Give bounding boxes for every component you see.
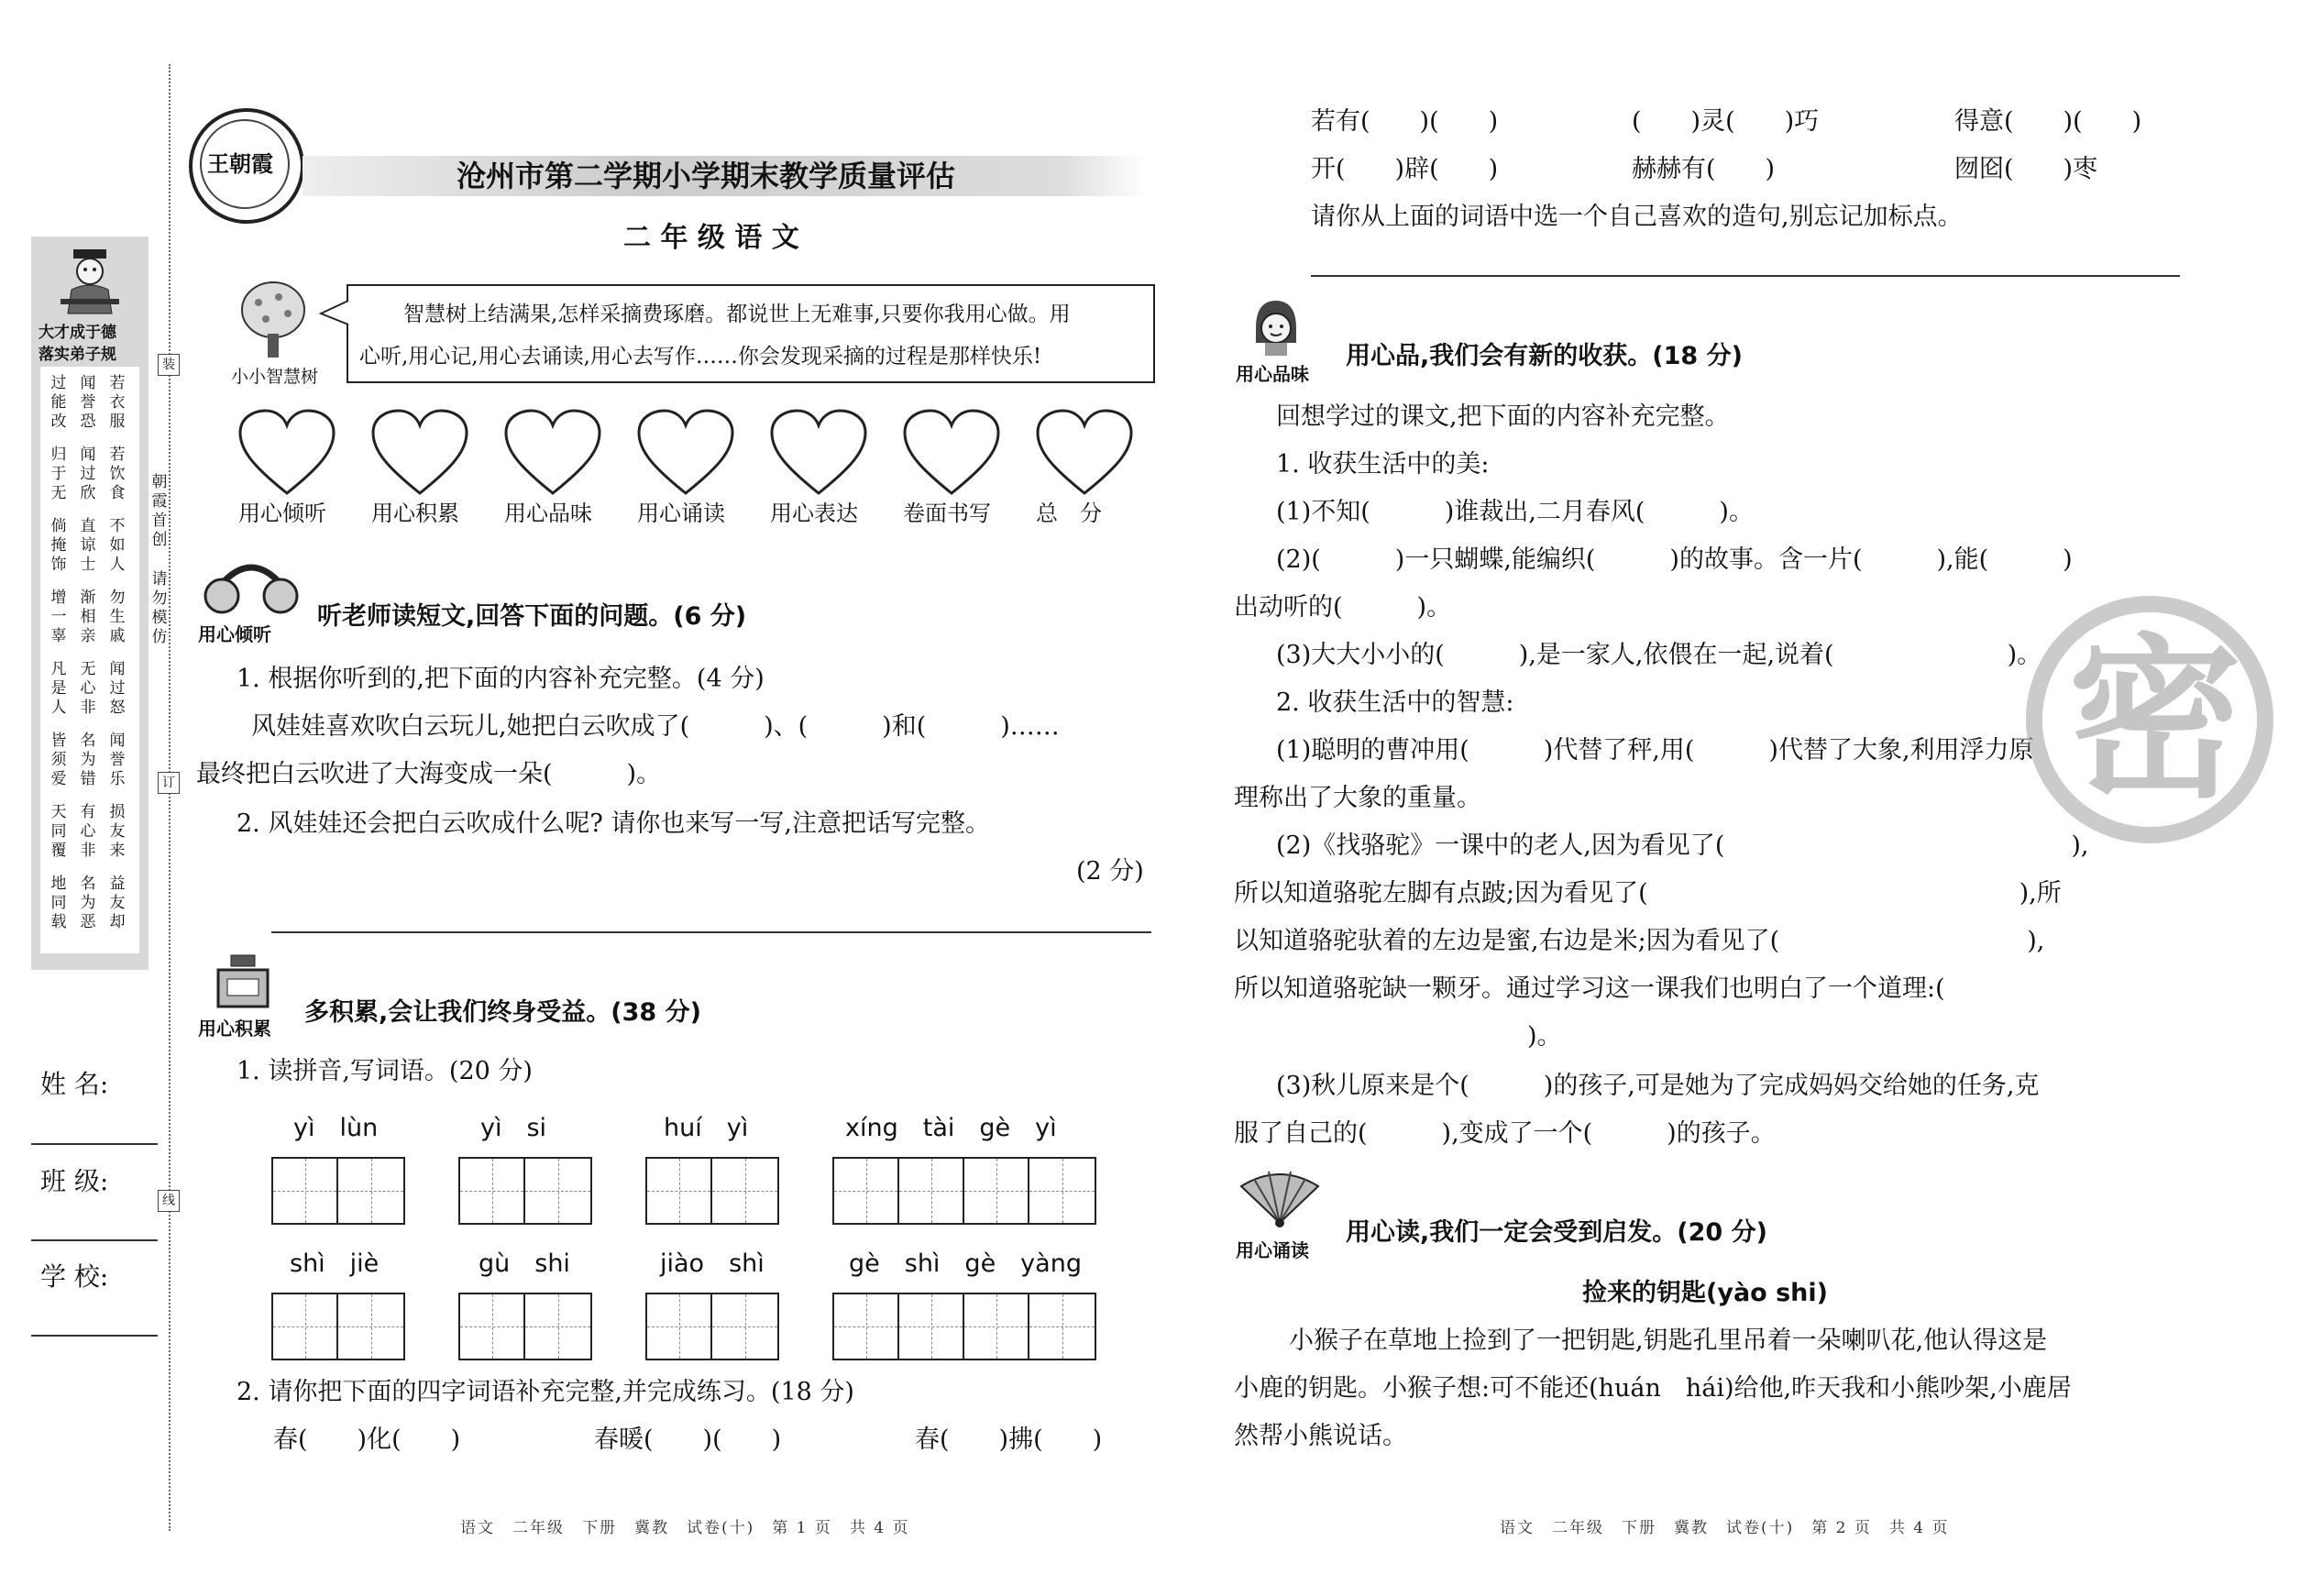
scholar-icon xyxy=(53,244,127,317)
tree-label: 小小智慧树 xyxy=(231,367,319,387)
idiom-3-1: 开( )辟( ) xyxy=(1311,155,1499,183)
s3-l2a: (2)( )一只蝴蝶,能编织( )的故事。含一片( ),能( ) xyxy=(1276,545,2073,574)
motto-column: 凡是人 xyxy=(50,660,67,717)
class-line xyxy=(31,1239,158,1241)
score-heart[interactable] xyxy=(1034,407,1135,499)
motto-columns xyxy=(40,367,139,953)
tree-text-1: 智慧树上结满果,怎样采摘费琢磨。都说世上无难事,只要你我用心做。用 xyxy=(403,303,1071,326)
motto-column: 闻过怒 xyxy=(109,660,126,717)
write-box-1-4[interactable] xyxy=(832,1157,1096,1225)
story-title: 捡来的钥匙(yào shi) xyxy=(1582,1279,1828,1307)
pinyin-2-3: jiào shì xyxy=(660,1249,765,1278)
page-subtitle: 二 年 级 语 文 xyxy=(623,222,799,254)
tree-text-2: 心听,用心记,用心去诵读,用心去写作……你会发现采摘的过程是那样快乐! xyxy=(359,345,1042,369)
pinyin-2-2: gù shi xyxy=(479,1249,570,1278)
s1-q2-score: (2 分) xyxy=(1076,857,1144,886)
ink-bottle-icon xyxy=(213,953,273,1010)
motto-column: 若衣服 xyxy=(109,374,126,431)
motto-column: 若饮食 xyxy=(109,446,126,502)
motto-column: 损友来 xyxy=(109,803,126,860)
s3-h2: 2. 收获生活中的智慧: xyxy=(1276,688,1514,717)
speech-tail xyxy=(319,299,350,326)
s2-title: 多积累,会让我们终身受益。(38 分) xyxy=(304,998,701,1027)
s3-l5e: )。 xyxy=(1527,1022,1562,1051)
write-box-1-3[interactable] xyxy=(645,1157,779,1225)
score-heart[interactable] xyxy=(237,407,337,499)
s3-l3: (3)大大小小的( ),是一家人,依偎在一起,说着( )。 xyxy=(1276,641,2042,669)
motto-column: 增一辜 xyxy=(50,589,67,645)
binding-mark-3: 线 xyxy=(158,1190,180,1212)
logo xyxy=(189,108,304,224)
s3-l4b: 理称出了大象的重量。 xyxy=(1234,784,1481,812)
binding-mark-1: 装 xyxy=(158,354,180,376)
s3-intro: 回想学过的课文,把下面的内容补充完整。 xyxy=(1276,402,1730,431)
heart-label: 用心诵读 xyxy=(637,501,725,526)
pinyin-2-1: shì jiè xyxy=(290,1249,380,1278)
motto-column: 不如人 xyxy=(109,517,126,574)
s3-l4a: (1)聪明的曹冲用( )代替了秤,用( )代替了大象,利用浮力原 xyxy=(1276,736,2034,765)
motto-column: 无心非 xyxy=(80,660,96,717)
s1-title: 听老师读短文,回答下面的问题。(6 分) xyxy=(317,602,747,631)
class-label: 班 级: xyxy=(40,1166,109,1196)
school-label: 学 校: xyxy=(40,1261,109,1292)
story-p1: 小猴子在草地上捡到了一把钥匙,钥匙孔里吊着一朵喇叭花,他认得这是 xyxy=(1289,1326,2048,1355)
s1-answer-line[interactable] xyxy=(271,931,1151,933)
story-p2: 小鹿的钥匙。小猴子想:可不能还(huán hái)给他,昨天我和小熊吵架,小鹿居 xyxy=(1234,1374,2072,1403)
motto-column: 天同覆 xyxy=(50,803,67,860)
s3-l5b: 所以知道骆驼左脚有点跛;因为看见了( ),所 xyxy=(1234,879,2062,908)
motto-line-2: 落实弟子规 xyxy=(39,346,116,364)
motto-column: 名为恶 xyxy=(80,875,96,931)
motto-column: 倘掩饰 xyxy=(50,517,67,574)
motto-column: 益友却 xyxy=(109,875,126,931)
write-box-1-2[interactable] xyxy=(458,1157,592,1225)
girl-face-icon xyxy=(1249,297,1304,358)
sentence-answer-line[interactable] xyxy=(1311,275,2180,277)
s2-icon-label: 用心积累 xyxy=(198,1018,271,1040)
idiom-instruction: 请你从上面的词语中选一个自己喜欢的造句,别忘记加标点。 xyxy=(1311,203,1963,231)
stamp-text: 密 xyxy=(2068,619,2243,821)
tree-icon xyxy=(237,281,310,359)
idiom-2-3: 得意( )( ) xyxy=(1954,107,2142,136)
headphones-icon xyxy=(198,554,304,618)
story-p3: 然帮小熊说话。 xyxy=(1234,1422,1407,1450)
motto-column: 闻誉恐 xyxy=(80,374,96,431)
s1-q1: 1. 根据你听到的,把下面的内容补充完整。(4 分) xyxy=(237,665,765,693)
score-heart[interactable] xyxy=(768,407,869,499)
idiom-1-1: 春( )化( ) xyxy=(273,1425,461,1454)
footer-right: 语文 二年级 下册 冀教 试卷(十) 第 2 页 共 4 页 xyxy=(1500,1519,1950,1537)
s3-l6b: 服了自己的( ),变成了一个( )的孩子。 xyxy=(1234,1119,1776,1148)
write-box-2-3[interactable] xyxy=(645,1293,779,1360)
write-box-2-1[interactable] xyxy=(271,1293,405,1360)
motto-column: 地同载 xyxy=(50,875,67,931)
s2-q1: 1. 读拼音,写词语。(20 分) xyxy=(237,1057,533,1085)
motto-column: 归于无 xyxy=(50,446,67,502)
motto-column: 过能改 xyxy=(50,374,67,431)
pinyin-2-4: gè shì gè yàng xyxy=(849,1249,1082,1278)
motto-panel xyxy=(31,237,149,970)
s4-icon-label: 用心诵读 xyxy=(1236,1239,1309,1261)
s3-h1: 1. 收获生活中的美: xyxy=(1276,450,1490,479)
motto-column: 闻过欣 xyxy=(80,446,96,502)
motto-line-1: 大才成于德 xyxy=(39,324,116,342)
s3-l1: (1)不知( )谁裁出,二月春风( )。 xyxy=(1276,498,1754,526)
s1-icon-label: 用心倾听 xyxy=(198,623,271,645)
idiom-2-2: ( )灵( )巧 xyxy=(1632,107,1820,136)
school-line xyxy=(31,1335,158,1337)
motto-column: 渐相亲 xyxy=(80,589,96,645)
idiom-3-2: 赫赫有( ) xyxy=(1632,155,1776,183)
fold-text-1: 朝霞首创 xyxy=(151,473,168,549)
fold-text-2: 请勿模仿 xyxy=(151,570,168,646)
score-heart[interactable] xyxy=(369,407,470,499)
footer-left: 语文 二年级 下册 冀教 试卷(十) 第 1 页 共 4 页 xyxy=(460,1519,910,1537)
heart-label: 卷面书写 xyxy=(903,501,991,526)
write-box-1-1[interactable] xyxy=(271,1157,405,1225)
motto-column: 有心非 xyxy=(80,803,96,860)
page-title: 沧州市第二学期小学期末教学质量评估 xyxy=(457,159,956,193)
score-heart[interactable] xyxy=(635,407,736,499)
s3-l5a: (2)《找骆驼》一课中的老人,因为看见了( ), xyxy=(1276,831,2089,860)
motto-column: 闻誉乐 xyxy=(109,732,126,788)
score-heart[interactable] xyxy=(502,407,603,499)
heart-label: 用心倾听 xyxy=(238,501,326,526)
motto-column: 名为错 xyxy=(80,732,96,788)
s3-l5d: 所以知道骆驼缺一颗牙。通过学习这一课我们也明白了一个道理:( xyxy=(1234,974,1945,1003)
s1-q1-line2: 最终把白云吹进了大海变成一朵( )。 xyxy=(196,760,662,788)
name-line xyxy=(31,1143,158,1145)
score-heart[interactable] xyxy=(901,407,1002,499)
pinyin-1-3: huí yì xyxy=(664,1114,749,1142)
s4-title: 用心读,我们一定会受到启发。(20 分) xyxy=(1346,1218,1767,1247)
idiom-1-3: 春( )拂( ) xyxy=(915,1425,1103,1454)
s3-l2b: 出动听的( )。 xyxy=(1234,593,1452,622)
motto-column: 皆须爱 xyxy=(50,732,67,788)
idiom-3-3: 囫囵( )枣 xyxy=(1954,155,2098,183)
s1-q2: 2. 风娃娃还会把白云吹成什么呢? 请你也来写一写,注意把话写完整。 xyxy=(237,809,990,838)
pinyin-1-2: yì si xyxy=(480,1114,547,1142)
heart-label: 用心品味 xyxy=(504,501,592,526)
s1-q1-line1: 风娃娃喜欢吹白云玩儿,她把白云吹成了( )、( )和( )…… xyxy=(251,712,1060,741)
fold-line xyxy=(169,64,171,1531)
heart-label: 用心积累 xyxy=(371,501,459,526)
idiom-1-2: 春暖( )( ) xyxy=(594,1425,782,1454)
secret-stamp xyxy=(2026,596,2273,843)
write-box-2-4[interactable] xyxy=(832,1293,1096,1360)
binding-mark-2: 订 xyxy=(158,772,180,794)
heart-label: 用心表达 xyxy=(770,501,858,526)
write-box-2-2[interactable] xyxy=(458,1293,592,1360)
s3-l5c: 以知道骆驼驮着的左边是蜜,右边是米;因为看见了( ), xyxy=(1234,927,2045,955)
heart-label: 总 分 xyxy=(1036,501,1102,526)
name-label: 姓 名: xyxy=(40,1069,109,1099)
pinyin-1-1: yì lùn xyxy=(293,1114,379,1142)
s2-q2: 2. 请你把下面的四字词语补充完整,并完成练习。(18 分) xyxy=(237,1378,854,1406)
s3-icon-label: 用心品味 xyxy=(1236,363,1309,385)
pinyin-1-4: xíng tài gè yì xyxy=(845,1114,1057,1142)
s3-l6a: (3)秋儿原来是个( )的孩子,可是她为了完成妈妈交给她的任务,克 xyxy=(1276,1072,2040,1100)
motto-column: 勿生戚 xyxy=(109,589,126,645)
s3-title: 用心品,我们会有新的收获。(18 分) xyxy=(1346,342,1743,370)
fan-icon xyxy=(1236,1166,1324,1230)
logo-text: 王朝霞 xyxy=(207,151,273,177)
motto-column: 直谅士 xyxy=(80,517,96,574)
idiom-2-1: 若有( )( ) xyxy=(1311,107,1499,136)
